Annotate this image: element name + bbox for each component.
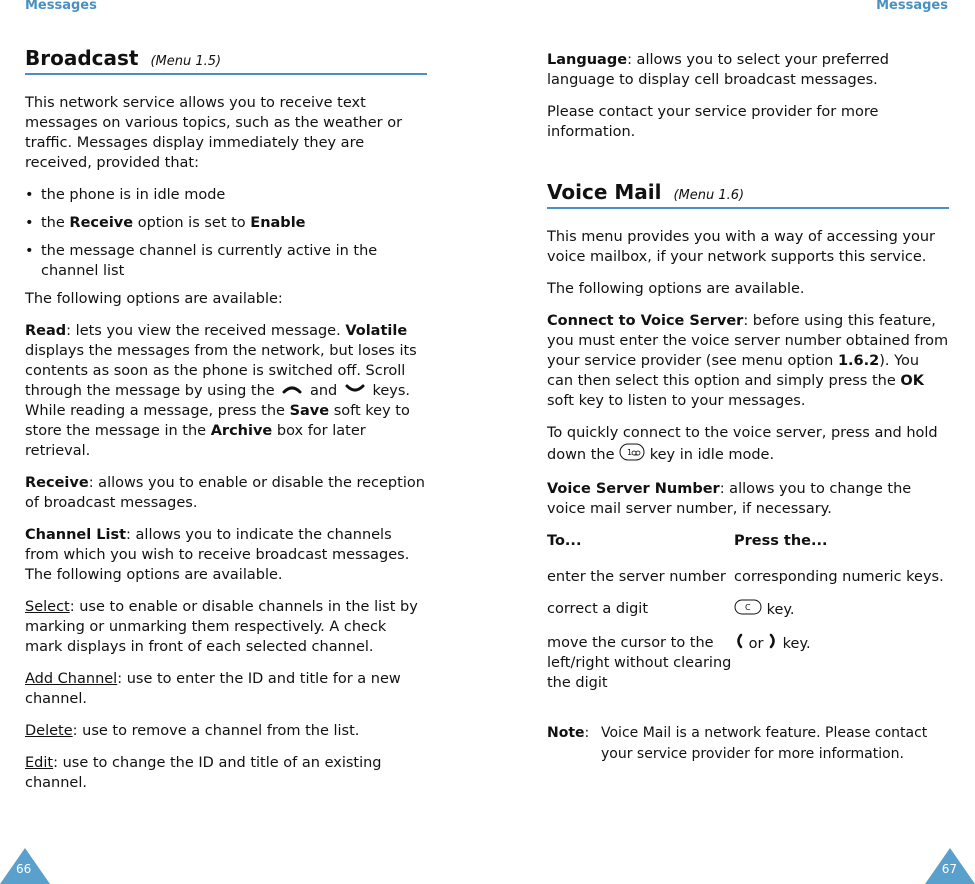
voicemail-title: Voice Mail <box>547 180 662 204</box>
broadcast-intro: This network service allows you to receive text messages on various topics, such as the weather or traffic. Messages display immediately they are received, provided that: <box>25 95 403 171</box>
left-column <box>25 46 427 805</box>
table-cell: correct a digit <box>547 601 649 617</box>
table-header-press: Press the... <box>734 533 828 549</box>
contact-provider-text: Please contact your service provider for more information. <box>547 104 879 140</box>
add-channel-text: : use to enter the ID and title for a new channel. <box>25 671 401 707</box>
connect-text: soft key to listen to your messages. <box>547 393 806 409</box>
bullet-item <box>25 241 427 281</box>
read-text: displays the messages from the network, but loses its contents as soon as the phone is switched off. Scroll through the message by using the <box>25 343 417 399</box>
quick-text: key in idle mode. <box>645 447 775 463</box>
read-option <box>25 321 427 461</box>
language-option <box>547 50 949 90</box>
svg-text:C: C <box>745 603 751 612</box>
menu-option-number: 1.6.2 <box>837 353 880 369</box>
table-cell: enter the server number <box>547 569 726 585</box>
table-header-row <box>547 531 944 567</box>
connect-text: : before using this feature, you must enter the voice server number obtained from your service provider (see menu option <box>547 313 949 369</box>
svg-text:1: 1 <box>627 448 633 457</box>
table-header-to: To... <box>547 533 582 549</box>
bullet-item <box>25 185 427 205</box>
page-number-right: 67 <box>941 862 957 876</box>
ok-softkey-label: OK <box>900 373 924 389</box>
bullet-dot-icon: • <box>25 215 34 231</box>
read-text: keys. While reading a message, press the <box>25 383 410 419</box>
channel-list-text: : allows you to indicate the channels from which you wish to receive broadcast messages. The following options are available. <box>25 527 410 583</box>
table-cell-text: key. <box>778 636 811 652</box>
edit-option <box>25 753 427 793</box>
voicemail-intro: This menu provides you with a way of accessing your voice mailbox, if your network supports this service. <box>547 229 936 265</box>
running-header-right: Messages <box>876 0 948 13</box>
scroll-down-key-icon <box>342 381 368 401</box>
connect-option <box>547 311 949 411</box>
receive-label: Receive <box>25 475 89 491</box>
note-block <box>547 723 949 765</box>
bullet-item <box>25 213 427 233</box>
read-text: soft key to store the message in the <box>25 403 410 439</box>
delete-label: Delete <box>25 723 73 739</box>
quick-connect-text <box>547 423 949 467</box>
scroll-up-key-icon <box>279 381 305 401</box>
add-channel-label: Add Channel <box>25 671 118 687</box>
server-number-text: : allows you to change the voice mail server number, if necessary. <box>547 481 912 517</box>
note-label-text: Note <box>547 725 585 741</box>
broadcast-menu-ref: (Menu 1.5) <box>150 54 222 69</box>
voicemail-heading <box>547 180 949 209</box>
key-1-voicemail-icon <box>619 443 645 467</box>
bullet-text-part: the <box>41 215 70 231</box>
select-label: Select <box>25 599 70 615</box>
note-label <box>547 723 601 765</box>
receive-option-name: Receive <box>69 215 134 231</box>
table-row <box>547 599 944 633</box>
delete-text: : use to remove a channel from the list. <box>72 723 360 739</box>
read-text: box for later retrieval. <box>25 423 366 459</box>
page-number-left: 66 <box>16 862 32 876</box>
key-table <box>547 531 944 705</box>
receive-option <box>25 473 427 513</box>
table-cell: move the cursor to the left/right without clearing the digit <box>547 635 732 691</box>
table-cell-text: key. <box>762 602 795 618</box>
bullet-dot-icon: • <box>25 187 34 203</box>
read-text: : lets you view the received message. <box>66 323 346 339</box>
broadcast-following: The following options are available: <box>25 291 283 307</box>
voicemail-menu-ref: (Menu 1.6) <box>673 188 745 203</box>
channel-list-option <box>25 525 427 585</box>
table-cell <box>734 633 944 705</box>
select-text: : use to enable or disable channels in the list by marking or unmarking them respectively. A check mark displays in front of each selected channel. <box>25 599 418 655</box>
voicemail-following: The following options are available. <box>547 281 805 297</box>
bullet-text <box>41 213 306 233</box>
table-cell <box>734 599 944 633</box>
language-text: : allows you to select your preferred language to display cell broadcast messages. <box>547 52 889 88</box>
save-softkey-label: Save <box>289 403 330 419</box>
read-text: and <box>305 383 342 399</box>
table-cell: corresponding numeric keys. <box>734 569 944 585</box>
note-colon: : <box>584 725 590 741</box>
table-row <box>547 567 944 599</box>
table-cell-text: or <box>744 636 769 652</box>
read-label: Read <box>25 323 67 339</box>
archive-label: Archive <box>210 423 273 439</box>
select-option <box>25 597 427 657</box>
bullet-dot-icon: • <box>25 243 34 259</box>
connect-text: ). You can then select this option and simply press the <box>547 353 920 389</box>
bullet-text: the message channel is currently active in the channel list <box>41 243 378 279</box>
receive-text: : allows you to enable or disable the reception of broadcast messages. <box>25 475 425 511</box>
c-clear-key-icon <box>734 599 762 621</box>
add-channel-option <box>25 669 427 709</box>
connect-label: Connect to Voice Server <box>547 313 744 329</box>
delete-option <box>25 721 427 741</box>
quick-text: To quickly connect to the voice server, press and hold down the <box>547 425 938 463</box>
note-text: Voice Mail is a network feature. Please contact your service provider for more information. <box>601 725 928 762</box>
language-label: Language <box>547 52 628 68</box>
broadcast-title: Broadcast <box>25 46 139 70</box>
running-header-left: Messages <box>25 0 97 13</box>
right-column <box>547 50 949 765</box>
volatile-label: Volatile <box>345 323 408 339</box>
channel-list-label: Channel List <box>25 527 127 543</box>
edit-text: : use to change the ID and title of an existing channel. <box>25 755 382 791</box>
broadcast-heading <box>25 46 427 75</box>
table-row <box>547 633 944 705</box>
left-key-icon <box>734 633 744 655</box>
right-key-icon <box>768 633 778 655</box>
server-number-option <box>547 479 949 519</box>
bullet-text: the phone is in idle mode <box>41 187 226 203</box>
edit-label: Edit <box>25 755 54 771</box>
bullet-text-part: option is set to <box>133 215 251 231</box>
enable-value: Enable <box>250 215 306 231</box>
server-number-label: Voice Server Number <box>547 481 720 497</box>
